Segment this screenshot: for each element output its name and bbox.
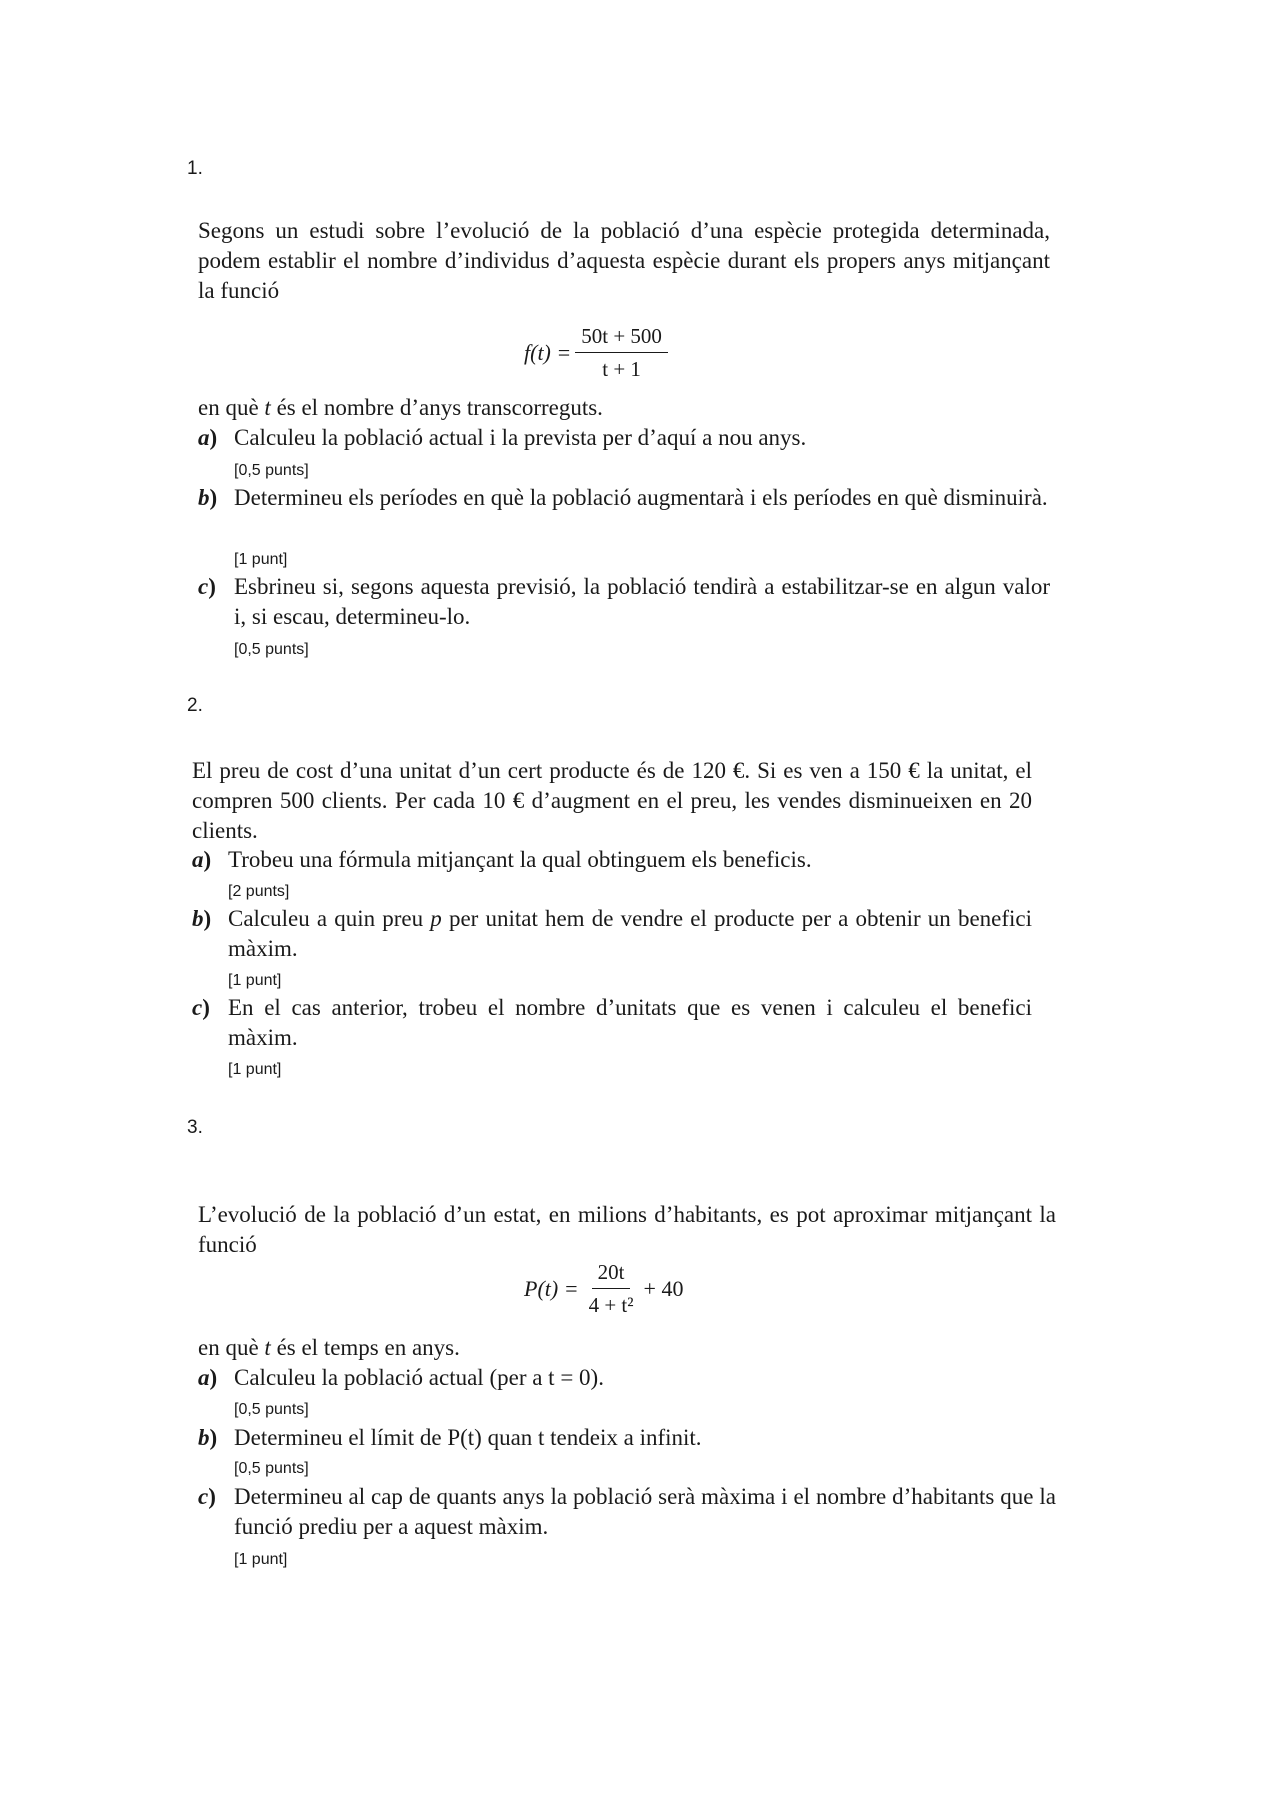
note-3-var: t xyxy=(264,1335,271,1360)
problem-1-item-a xyxy=(198,423,1050,453)
item-text: En el cas anterior, trobeu el nombre d’unitats que es venen i calculeu el benefici màxim. xyxy=(228,995,1032,1050)
item-text: Trobeu una fórmula mitjançant la qual obtinguem els beneficis. xyxy=(228,847,812,872)
item-label: c) xyxy=(192,995,210,1020)
problem-1-item-b xyxy=(198,483,1050,513)
problem-3-item-a-points: [0,5 punts] xyxy=(234,1401,309,1418)
formula-3-numerator: 20t xyxy=(592,1260,631,1289)
problem-1-formula xyxy=(524,324,672,382)
problem-3-item-c xyxy=(198,1482,1056,1542)
item-text: Calculeu a quin preu p per unitat hem de vendre el producte per a obtenir un benefici màxim. xyxy=(228,906,1033,961)
problem-2-item-b-points: [1 punt] xyxy=(228,972,282,989)
note-3-post: és el temps en anys. xyxy=(270,1335,460,1360)
item-text: Calculeu la població actual (per a t = 0). xyxy=(234,1365,604,1390)
problem-3-intro: L’evolució de la població d’un estat, en milions d’habitants, es pot aproximar mitjançant la funció xyxy=(198,1202,1056,1257)
formula-3-tail: + 40 xyxy=(643,1276,684,1301)
problem-3-item-b xyxy=(198,1423,1056,1453)
problem-3-formula xyxy=(524,1260,683,1318)
problem-1-item-c xyxy=(198,572,1050,632)
item-text: Esbrineu si, segons aquesta previsió, la població tendirà a estabilitzar-se en algun valor i, si escau, determineu-lo. xyxy=(234,574,1050,629)
problem-2-item-a xyxy=(192,845,1032,875)
problem-3-variable-note xyxy=(198,1333,1056,1363)
formula-1-denominator: t + 1 xyxy=(602,357,641,381)
problem-1-item-c-points: [0,5 punts] xyxy=(234,641,309,658)
formula-3-fraction xyxy=(583,1260,640,1318)
note-1-var: t xyxy=(264,395,271,420)
item-label: b) xyxy=(198,485,218,510)
item-label: b) xyxy=(198,1425,218,1450)
item-text: Determineu els períodes en què la població augmentarà i els períodes en què disminuirà. xyxy=(234,485,1048,510)
item-text: Determineu al cap de quants anys la població serà màxima i el nombre d’habitants que la funció prediu per a aquest màxim. xyxy=(234,1484,1056,1539)
problem-3-item-a xyxy=(198,1363,1056,1393)
problem-1-item-b-points: [1 punt] xyxy=(234,551,288,568)
formula-1-lhs: f(t) = xyxy=(524,340,572,365)
problem-1-intro: Segons un estudi sobre l’evolució de la població d’una espècie protegida determinada, podem establir el nombre d’individus d’aquesta espècie durant els propers anys mitjançant la funció xyxy=(198,218,1050,303)
item-text: Determineu el límit de P(t) quan t tendeix a infinit. xyxy=(234,1425,702,1450)
item-label: c) xyxy=(198,1484,216,1509)
problem-3-number: 3. xyxy=(187,1117,203,1138)
problem-2-number: 2. xyxy=(187,695,203,716)
formula-1-fraction xyxy=(575,324,668,382)
note-1-post: és el nombre d’anys transcorreguts. xyxy=(270,395,603,420)
note-1-pre: en què xyxy=(198,395,265,420)
item-label: a) xyxy=(198,425,218,450)
problem-1-variable-note xyxy=(198,393,1050,423)
item-label: a) xyxy=(192,847,212,872)
note-3-pre: en què xyxy=(198,1335,265,1360)
item-label: a) xyxy=(198,1365,218,1390)
problem-2-item-c xyxy=(192,993,1032,1053)
item-text: Calculeu la població actual i la prevista per d’aquí a nou anys. xyxy=(234,425,807,450)
problem-2-item-c-points: [1 punt] xyxy=(228,1061,282,1078)
problem-1-number: 1. xyxy=(187,158,203,179)
formula-3-denominator: 4 + t² xyxy=(588,1293,634,1317)
problem-2-item-a-points: [2 punts] xyxy=(228,883,290,900)
problem-2-item-b xyxy=(192,904,1033,964)
problem-3-item-b-points: [0,5 punts] xyxy=(234,1460,309,1477)
item-label: c) xyxy=(198,574,216,599)
problem-2-intro: El preu de cost d’una unitat d’un cert producte és de 120 €. Si es ven a 150 € la unitat, el compren 500 clients. Per cada 10 € d’augment en el preu, les vendes disminueixen en 20 clients. xyxy=(192,758,1032,843)
item-label: b) xyxy=(192,906,212,931)
problem-3-item-c-points: [1 punt] xyxy=(234,1551,288,1568)
formula-3-lhs: P(t) = xyxy=(524,1276,579,1301)
problem-1-item-a-points: [0,5 punts] xyxy=(234,462,309,479)
formula-1-numerator: 50t + 500 xyxy=(575,324,668,353)
